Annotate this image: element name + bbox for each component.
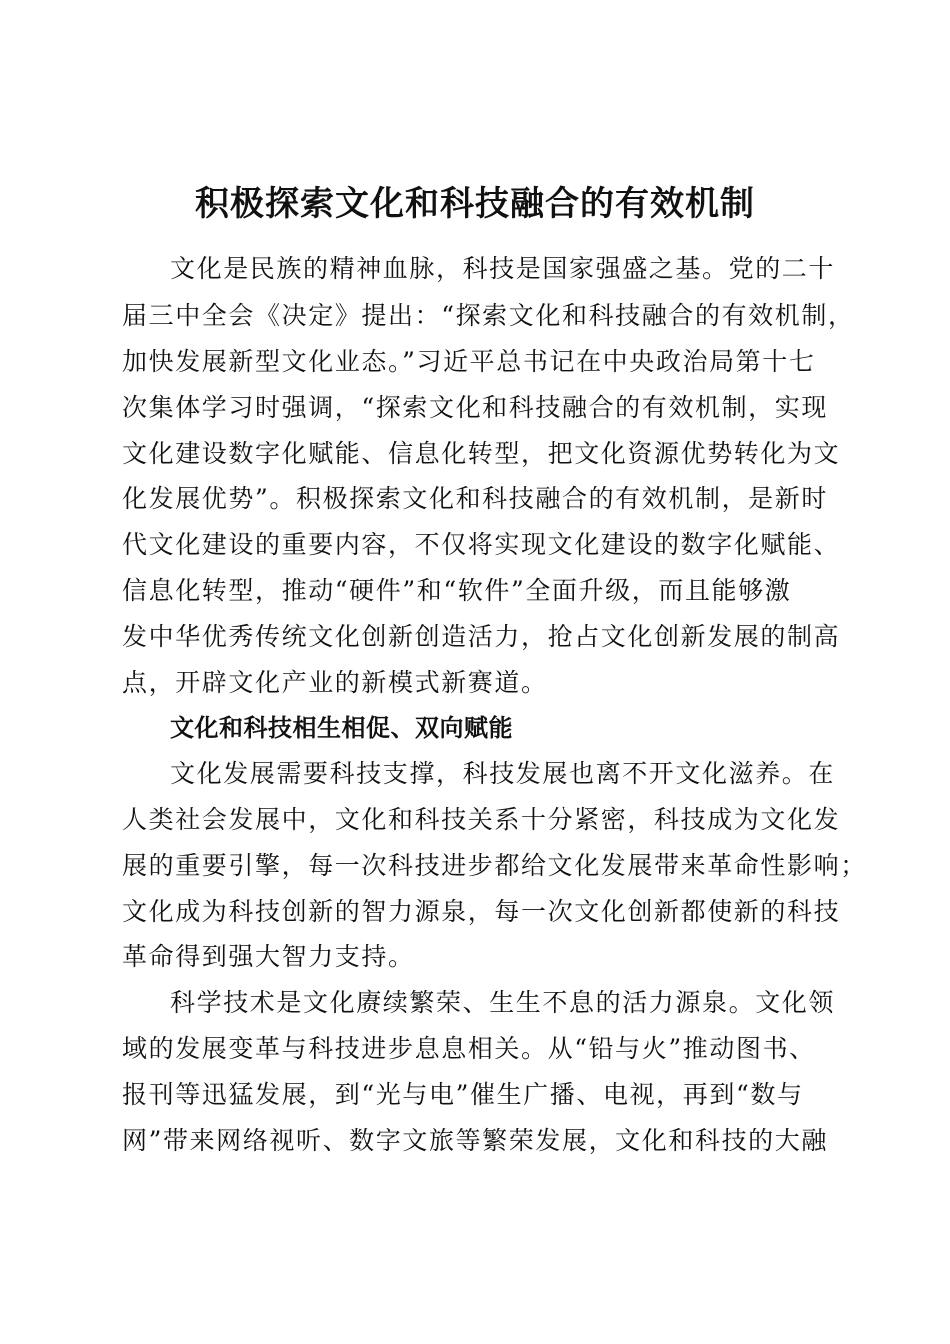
body-line: 文化建设数字化赋能、信息化转型，把文化资源优势转化为文 (122, 439, 841, 468)
body-line: 点，开辟文化产业的新模式新赛道。 (122, 668, 548, 697)
body-line: 代文化建设的重要内容，不仅将实现文化建设的数字化赋能、 (122, 530, 841, 559)
body-line: 展的重要引擎，每一次科技进步都给文化发展带来革命性影响； (122, 851, 867, 880)
body-line: 届三中全会《决定》提出：“探索文化和科技融合的有效机制， (122, 301, 855, 330)
body-line: 文化是民族的精神血脉，科技是国家强盛之基。党的二十 (170, 254, 836, 283)
section-heading: 文化和科技相生相促、双向赋能 (170, 714, 513, 742)
body-line: 网”带来网络视听、数字文旅等繁荣发展，文化和科技的大融 (122, 1126, 828, 1155)
body-line: 人类社会发展中，文化和科技关系十分紧密，科技成为文化发 (122, 805, 841, 834)
body-line: 文化发展需要科技支撑，科技发展也离不开文化滋养。在 (170, 759, 836, 788)
body-line: 发中华优秀传统文化创新创造活力，抢占文化创新发展的制高 (122, 622, 841, 651)
body-line: 加快发展新型文化业态。”习近平总书记在中央政治局第十七 (122, 347, 816, 376)
document-title: 积极探索文化和科技融合的有效机制 (195, 184, 755, 224)
body-line: 域的发展变革与科技进步息息相关。从“铅与火”推动图书、 (122, 1034, 816, 1063)
body-line: 化发展优势”。积极探索文化和科技融合的有效机制，是新时 (122, 484, 828, 513)
body-line: 报刊等迅猛发展，到“光与电”催生广播、电视，再到“数与 (122, 1080, 804, 1109)
body-line: 革命得到强大智力支持。 (122, 942, 415, 971)
body-line: 信息化转型，推动“硬件”和“软件”全面升级，而且能够激 (122, 576, 792, 605)
body-line: 次集体学习时强调，“探索文化和科技融合的有效机制，实现 (122, 393, 828, 422)
body-line: 科学技术是文化赓续繁荣、生生不息的活力源泉。文化领 (170, 988, 836, 1017)
body-line: 文化成为科技创新的智力源泉，每一次文化创新都使新的科技 (122, 897, 841, 926)
